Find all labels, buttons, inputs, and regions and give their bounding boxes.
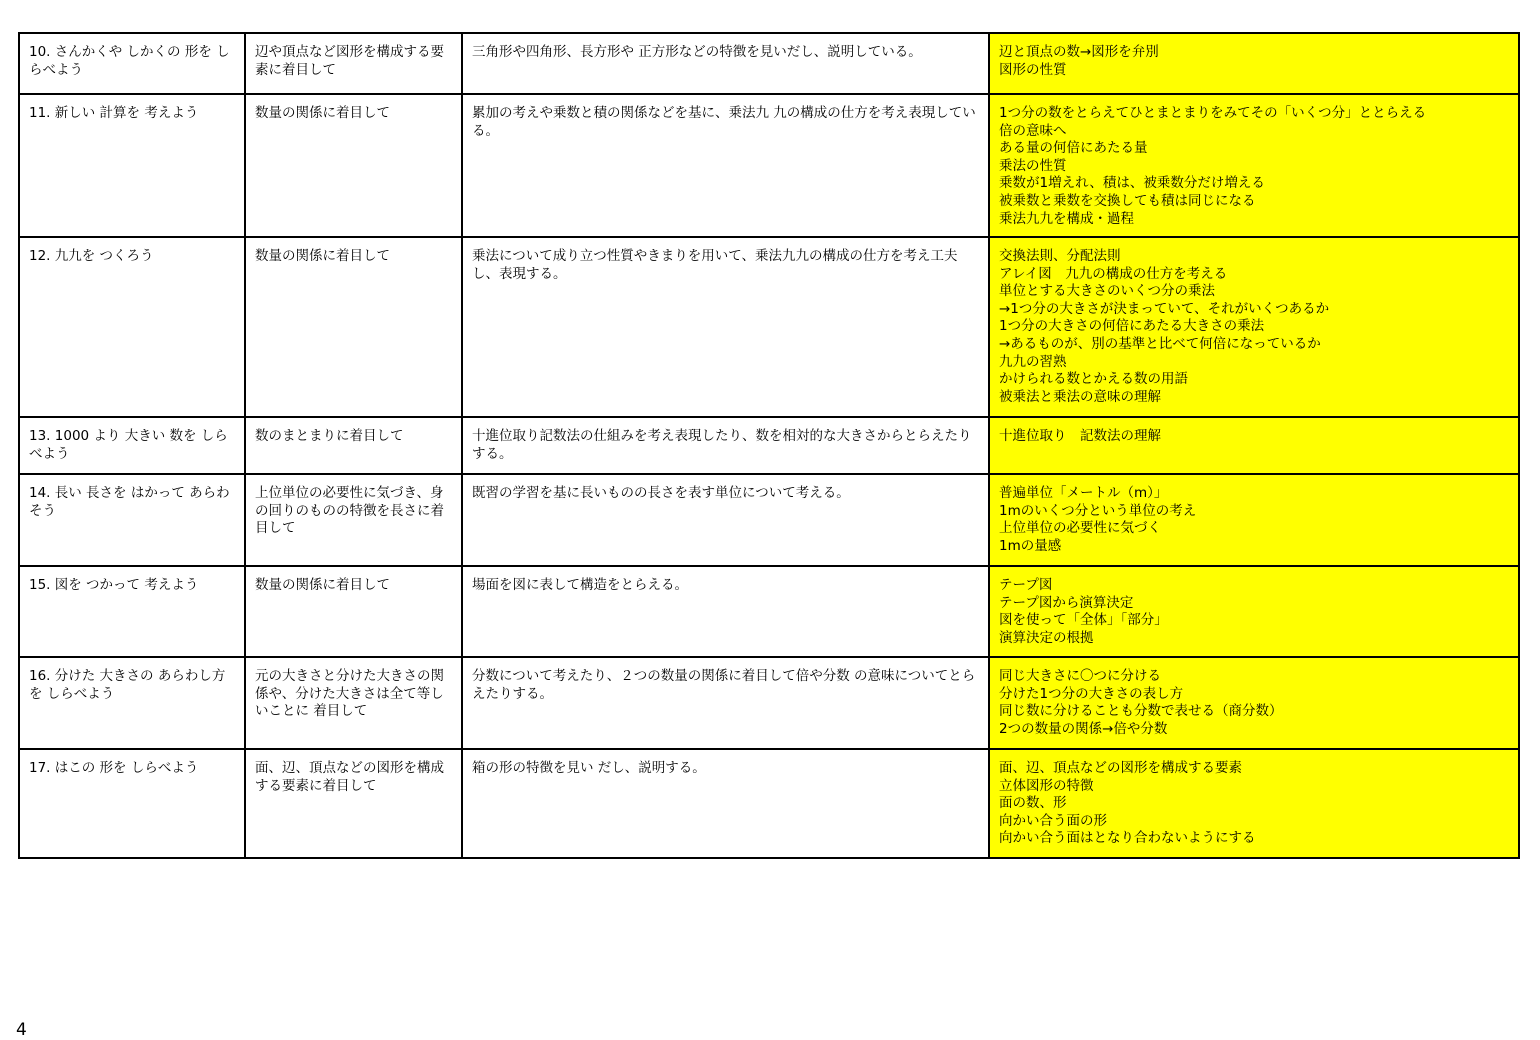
point-line: 面の数、形: [999, 795, 1067, 812]
point-line: かけられる数とかえる数の用語: [999, 371, 1188, 388]
focus-cell: 数量の関係に着目して: [245, 566, 462, 657]
point-line: 乗法九九を構成・過程: [999, 210, 1134, 227]
point-line: →あるものが、別の基準と比べて何倍になっているか: [999, 335, 1321, 352]
points-cell: [989, 566, 1519, 657]
point-line: 図形の性質: [999, 61, 1067, 78]
point-line: 演算決定の根拠: [999, 629, 1094, 646]
focus-cell: 辺や頂点など図形を構成する要素に着目して: [245, 33, 462, 94]
table-row: [19, 417, 1519, 474]
focus-cell: 元の大きさと分けた大きさの関係や、分けた大きさは全て等しいことに 着目して: [245, 657, 462, 749]
activity-cell: 三角形や四角形、長方形や 正方形などの特徴を見いだし、説明している。: [462, 33, 989, 94]
point-line: ある量の何倍にあたる量: [999, 140, 1148, 157]
points-cell: [989, 749, 1519, 858]
table-row: [19, 749, 1519, 858]
point-line: 九九の習熟: [999, 353, 1067, 370]
point-line: 1mのいくつ分という単位の考え: [999, 502, 1197, 519]
point-line: 十進位取り 記数法の理解: [999, 428, 1161, 444]
activity-cell: 箱の形の特徴を見い だし、説明する。: [462, 749, 989, 858]
activity-cell: 分数について考えたり、２つの数量の関係に着目して倍や分数 の意味についてとらえたりする。: [462, 657, 989, 749]
point-line: 被乗数と乗数を交換しても積は同じになる: [999, 192, 1256, 209]
point-line: →1つ分の大きさが決まっていて、それがいくつあるか: [999, 300, 1330, 317]
point-line: 図を使って「全体」「部分」: [999, 612, 1168, 629]
unit-cell: 12. 九九を つくろう: [19, 237, 245, 417]
unit-cell: 15. 図を つかって 考えよう: [19, 566, 245, 657]
page-number: 4: [16, 1020, 27, 1040]
point-line: 交換法則、分配法則: [999, 248, 1121, 264]
point-line: 倍の意味へ: [999, 122, 1067, 139]
unit-cell: 10. さんかくや しかくの 形を しらべよう: [19, 33, 245, 94]
focus-cell: 数量の関係に着目して: [245, 94, 462, 237]
table-row: [19, 474, 1519, 566]
table-row: [19, 33, 1519, 94]
point-line: 1つ分の大きさの何倍にあたる大きさの乗法: [999, 318, 1265, 335]
points-cell: [989, 237, 1519, 417]
focus-cell: 数量の関係に着目して: [245, 237, 462, 417]
activity-cell: 乗法について成り立つ性質やきまりを用いて、乗法九九の構成の仕方を考え工夫し、表現する。: [462, 237, 989, 417]
point-line: 辺と頂点の数→図形を弁別: [999, 44, 1159, 60]
point-line: 単位とする大きさのいくつ分の乗法: [999, 283, 1215, 300]
point-line: 同じ数に分けることも分数で表せる（商分数）: [999, 703, 1283, 720]
point-line: 被乗法と乗法の意味の理解: [999, 388, 1161, 405]
points-cell: [989, 474, 1519, 566]
unit-cell: 13. 1000 より 大きい 数を しらべよう: [19, 417, 245, 474]
point-line: 同じ大きさに〇つに分ける: [999, 668, 1161, 684]
unit-cell: 17. はこの 形を しらべよう: [19, 749, 245, 858]
points-cell: [989, 657, 1519, 749]
point-line: 面、辺、頂点などの図形を構成する要素: [999, 760, 1242, 776]
focus-cell: 面、辺、頂点などの図形を構成する要素に着目して: [245, 749, 462, 858]
table-row: [19, 566, 1519, 657]
focus-cell: 上位単位の必要性に気づき、身の回りのものの特徴を長さに着目して: [245, 474, 462, 566]
point-line: 1つ分の数をとらえてひとまとまりをみてその「いくつ分」ととらえる: [999, 105, 1427, 121]
point-line: テープ図から演算決定: [999, 594, 1134, 611]
focus-cell: 数のまとまりに着目して: [245, 417, 462, 474]
table-row: [19, 237, 1519, 417]
point-line: 乗数が1増えれ、積は、被乗数分だけ増える: [999, 175, 1265, 192]
point-line: 分けた1つ分の大きさの表し方: [999, 685, 1184, 702]
point-line: テープ図: [999, 577, 1053, 593]
point-line: 2つの数量の関係→倍や分数: [999, 720, 1168, 737]
curriculum-table-body: [19, 33, 1519, 858]
activity-cell: 累加の考えや乗数と積の関係などを基に、乗法九 九の構成の仕方を考え表現している。: [462, 94, 989, 237]
activity-cell: 場面を図に表して構造をとらえる。: [462, 566, 989, 657]
point-line: 立体図形の特徴: [999, 777, 1094, 794]
table-row: [19, 94, 1519, 237]
activity-cell: 既習の学習を基に長いものの長さを表す単位について考える。: [462, 474, 989, 566]
curriculum-table: [18, 32, 1520, 859]
point-line: 乗法の性質: [999, 157, 1067, 174]
unit-cell: 11. 新しい 計算を 考えよう: [19, 94, 245, 237]
point-line: 向かい合う面はとなり合わないようにする: [999, 830, 1256, 847]
table-row: [19, 657, 1519, 749]
unit-cell: 14. 長い 長さを はかって あらわそう: [19, 474, 245, 566]
points-cell: [989, 94, 1519, 237]
point-line: アレイ図 九九の構成の仕方を考える: [999, 265, 1228, 282]
activity-cell: 十進位取り記数法の仕組みを考え表現したり、数を相対的な大きさからとらえたりする。: [462, 417, 989, 474]
point-line: 上位単位の必要性に気づく: [999, 520, 1161, 537]
point-line: 普遍単位「メートル（m）」: [999, 485, 1168, 501]
point-line: 1mの量感: [999, 537, 1062, 554]
points-cell: [989, 417, 1519, 474]
points-cell: [989, 33, 1519, 94]
point-line: 向かい合う面の形: [999, 812, 1107, 829]
unit-cell: 16. 分けた 大きさの あらわし方を しらべよう: [19, 657, 245, 749]
